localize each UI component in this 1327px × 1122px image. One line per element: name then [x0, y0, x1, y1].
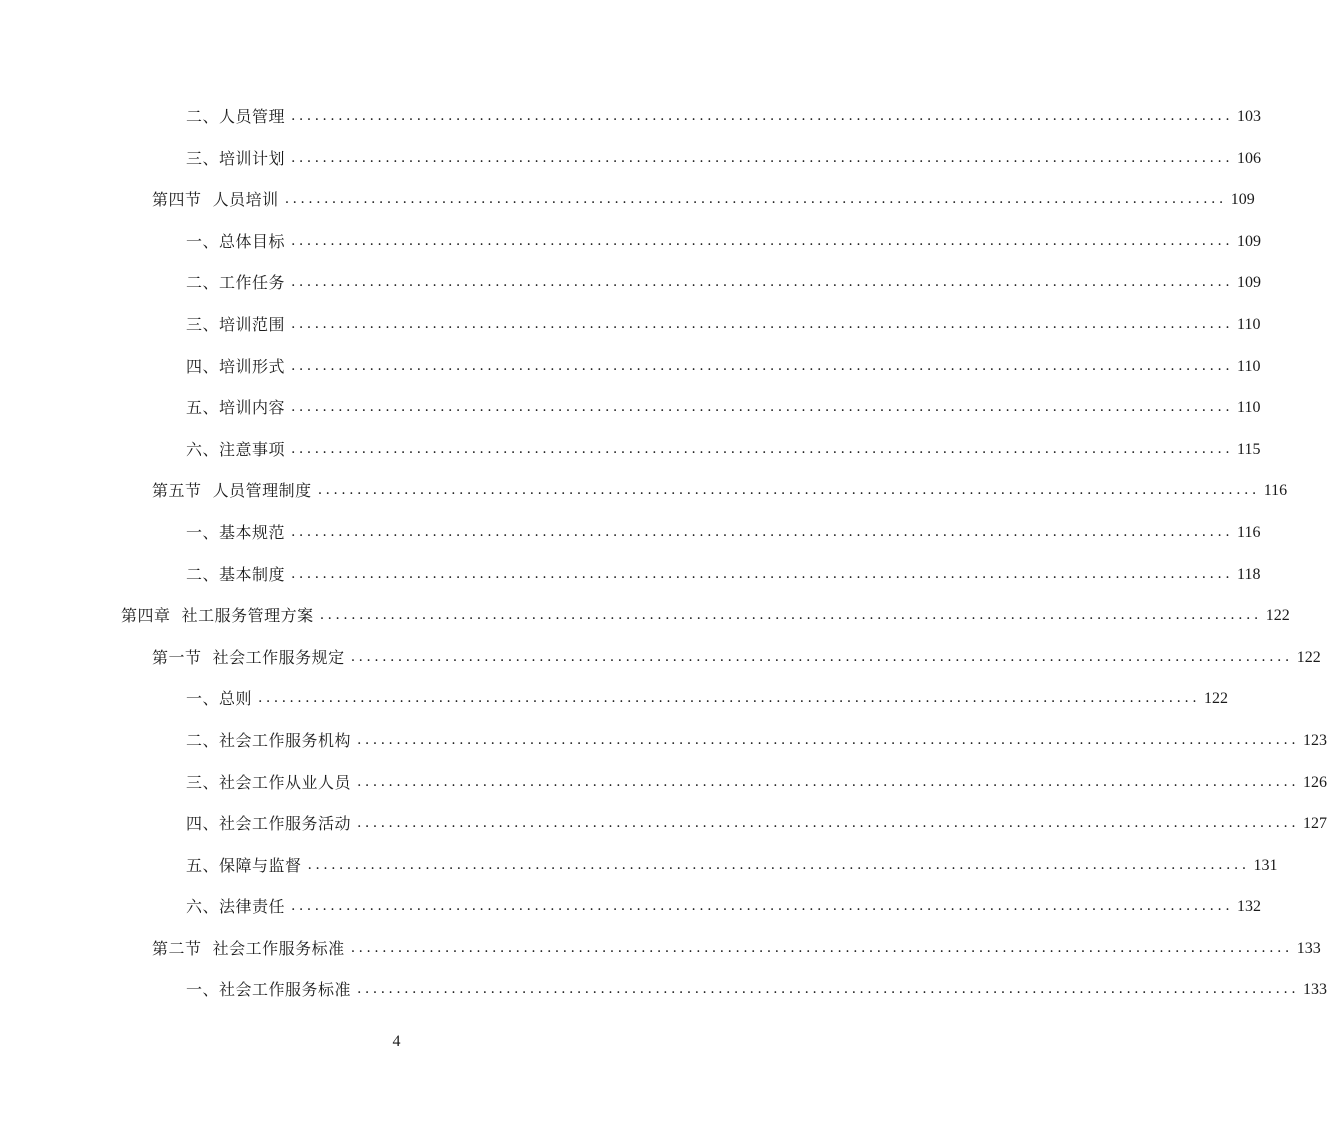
toc-entry-page: 110 — [1237, 357, 1261, 375]
toc-entry-page: 118 — [1237, 565, 1261, 583]
toc-entry-title: 六、法律责任 — [186, 897, 286, 917]
toc-entry[interactable] — [0, 346, 1261, 388]
toc-entry-title: 一、总体目标 — [186, 231, 286, 251]
toc-entry-page: 109 — [1237, 232, 1262, 250]
toc-entry-row — [152, 470, 1288, 512]
toc-entry-title: 第四节 人员培训 — [152, 190, 279, 210]
toc-dot-leader: ........................................................................................................................ — [291, 232, 1234, 249]
toc-entry-page: 127 — [1303, 815, 1327, 833]
toc-entry-page: 109 — [1237, 274, 1262, 292]
toc-dot-leader: ........................................................................................................................ — [291, 357, 1234, 374]
toc-entry[interactable] — [0, 762, 1327, 804]
toc-entry[interactable] — [0, 720, 1327, 762]
toc-entry[interactable] — [0, 803, 1327, 845]
toc-entry[interactable] — [0, 96, 1262, 138]
toc-entry-row — [186, 762, 1327, 804]
toc-entry-title: 二、社会工作服务机构 — [186, 730, 352, 750]
toc-entry-row — [186, 429, 1261, 471]
toc-entry-page: 115 — [1237, 440, 1261, 458]
toc-dot-leader: ........................................................................................................................ — [350, 939, 1293, 956]
toc-dot-leader: ........................................................................................................................ — [291, 108, 1234, 124]
toc-entry-page: 132 — [1237, 898, 1262, 916]
toc-entry-row — [186, 346, 1261, 388]
toc-dot-leader: ........................................................................................................................ — [357, 815, 1300, 832]
toc-entry-page: 103 — [1237, 108, 1262, 125]
toc-entry-title: 二、工作任务 — [186, 273, 286, 293]
toc-entry-title: 二、基本制度 — [186, 564, 286, 584]
toc-entry-row — [186, 886, 1262, 928]
toc-entry-row — [186, 720, 1327, 762]
toc-entry[interactable] — [0, 595, 1290, 637]
toc-entry-row — [186, 304, 1261, 346]
toc-entry-row — [186, 845, 1278, 887]
toc-dot-leader: ........................................................................................................................ — [291, 315, 1234, 332]
toc-entry[interactable] — [0, 138, 1262, 180]
toc-entry-page: 123 — [1303, 731, 1327, 749]
toc-entry[interactable] — [0, 678, 1229, 720]
toc-entry-row — [186, 262, 1262, 304]
toc-entry-row — [121, 595, 1290, 637]
toc-dot-leader: ........................................................................................................................ — [357, 731, 1300, 748]
toc-entry-row — [152, 637, 1321, 679]
toc-entry-page: 133 — [1303, 981, 1327, 999]
toc-entry-row — [186, 969, 1327, 1011]
toc-entry-title: 第四章 社工服务管理方案 — [121, 606, 314, 626]
toc-entry-title: 第二节 社会工作服务标准 — [152, 938, 345, 958]
toc-entry-page: 131 — [1253, 856, 1278, 874]
toc-entry-title: 五、培训内容 — [186, 398, 286, 418]
toc-entry[interactable] — [0, 221, 1262, 263]
toc-entry-title: 二、人员管理 — [186, 107, 286, 126]
toc-entry[interactable] — [0, 969, 1327, 1011]
toc-entry-page: 122 — [1204, 690, 1229, 708]
table-of-contents — [0, 96, 1327, 1011]
toc-entry-row — [152, 179, 1255, 221]
toc-dot-leader: ........................................................................................................................ — [350, 648, 1293, 665]
toc-dot-leader: ........................................................................................................................ — [291, 523, 1234, 540]
toc-entry-title: 一、社会工作服务标准 — [186, 980, 352, 1000]
toc-entry-title: 第一节 社会工作服务规定 — [152, 647, 345, 667]
toc-entry[interactable] — [0, 554, 1261, 596]
toc-dot-leader: ........................................................................................................................ — [291, 399, 1234, 416]
toc-dot-leader: ........................................................................................................................ — [317, 482, 1260, 499]
toc-entry-page: 109 — [1230, 191, 1255, 209]
toc-entry[interactable] — [0, 928, 1321, 970]
toc-entry-title: 一、总则 — [186, 689, 253, 709]
toc-entry-row — [186, 96, 1262, 138]
toc-entry-title: 五、保障与监督 — [186, 855, 302, 875]
toc-dot-leader: ........................................................................................................................ — [319, 607, 1262, 624]
toc-dot-leader: ........................................................................................................................ — [291, 149, 1234, 166]
toc-entry-title: 六、注意事项 — [186, 439, 286, 459]
toc-dot-leader: ........................................................................................................................ — [291, 898, 1234, 915]
toc-entry[interactable] — [0, 304, 1261, 346]
toc-entry-page: 122 — [1265, 607, 1290, 625]
toc-entry-title: 一、基本规范 — [186, 522, 286, 542]
toc-dot-leader: ........................................................................................................................ — [357, 981, 1300, 998]
toc-entry-row — [186, 138, 1262, 180]
toc-entry-page: 126 — [1303, 773, 1327, 791]
toc-dot-leader: ........................................................................................................................ — [284, 191, 1227, 208]
toc-entry-row — [186, 803, 1327, 845]
toc-dot-leader: ........................................................................................................................ — [357, 773, 1300, 790]
toc-entry-row — [186, 387, 1261, 429]
toc-entry[interactable] — [0, 845, 1278, 887]
toc-entry[interactable] — [0, 262, 1262, 304]
toc-dot-leader: ........................................................................................................................ — [258, 690, 1201, 707]
toc-entry-page: 110 — [1237, 315, 1261, 333]
toc-entry[interactable] — [0, 512, 1261, 554]
toc-entry-title: 第五节 人员管理制度 — [152, 481, 312, 501]
toc-entry-page: 116 — [1263, 482, 1288, 500]
toc-entry[interactable] — [0, 387, 1261, 429]
toc-entry-page: 116 — [1237, 523, 1261, 541]
toc-entry[interactable] — [0, 886, 1262, 928]
toc-entry-title: 三、培训计划 — [186, 148, 286, 168]
toc-dot-leader: ........................................................................................................................ — [291, 274, 1234, 291]
toc-entry-row — [186, 678, 1229, 720]
page-number: 4 — [392, 1033, 401, 1050]
toc-entry-page: 106 — [1237, 149, 1262, 167]
toc-entry[interactable] — [0, 429, 1261, 471]
toc-entry-title: 四、社会工作服务活动 — [186, 814, 352, 834]
toc-dot-leader: ........................................................................................................................ — [291, 440, 1234, 457]
toc-entry-row — [186, 221, 1262, 263]
toc-entry[interactable] — [0, 179, 1255, 221]
toc-entry-row — [152, 928, 1321, 970]
toc-entry-title: 四、培训形式 — [186, 356, 286, 376]
toc-entry[interactable] — [0, 637, 1321, 679]
toc-entry-page: 133 — [1296, 939, 1321, 957]
toc-dot-leader: ........................................................................................................................ — [307, 856, 1250, 873]
toc-entry-row — [186, 512, 1261, 554]
toc-entry-title: 三、社会工作从业人员 — [186, 772, 352, 792]
toc-entry-row — [186, 554, 1261, 596]
toc-dot-leader: ........................................................................................................................ — [291, 565, 1234, 582]
toc-entry-page: 110 — [1237, 399, 1261, 417]
toc-entry-page: 122 — [1296, 648, 1321, 666]
toc-entry[interactable] — [0, 470, 1288, 512]
toc-entry-title: 三、培训范围 — [186, 314, 286, 334]
